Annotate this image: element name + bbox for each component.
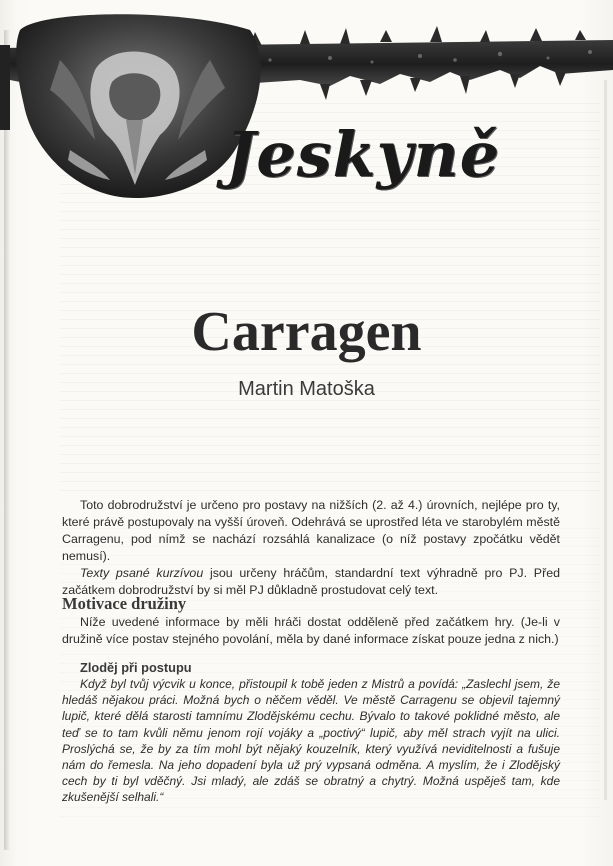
motivation-paragraph: Níže uvedené informace by měli hráči dostat odděleně před začátkem hry. (Je-li v družině více postav stejného povolání, měla by dané informace získat pouze jedna z nich.) <box>62 615 560 646</box>
thief-text <box>62 676 560 806</box>
thief-paragraph: Když byl tvůj výcvik u konce, přistoupil k tobě jeden z Mistrů a povídá: „Zaslechl jsem, že hledáš nějakou práci. Možná bych o něčem věděl. Ve městě Carragenu se objevil tajemný lupič, které dělá starosti tamnímu Zlodějskému cechu. Bývalo to takové poklidné město, ale teď se to tam kvůli němu jenom rojí vojáky a „poctivý“ lupič, aby měl strach vyjít na ulici. Proslýchá se, že by za tím mohl být nějaký kouzelník, který využívá neviditelnosti a fušuje nám do řemesla. Na jeho dopadení byla už prý vypsaná odměna. A myslím, že i Zlodějský cech by ti byl vděčný. Jsi mladý, ale zdáš se obratný a chytrý. Možná uspěješ tam, kde zkušenější selhali.“ <box>62 677 560 805</box>
motivation-text <box>62 614 560 648</box>
author-name: Martin Matoška <box>238 378 375 400</box>
adventure-title: Carragen <box>191 301 422 363</box>
intro-text <box>62 497 560 599</box>
subsection-heading-thief: Zloděj při postupu <box>80 660 192 675</box>
intro-paragraph-2-rest: jsou určeny hráčům, standardní text výhradně pro PJ. Před začátkem dobrodružství by si měl PJ důkladně prostudovat celý text. <box>62 566 560 597</box>
chapter-title: Jeskyně <box>226 118 501 191</box>
intro-paragraph-1: Toto dobrodružství je určeno pro postavy na nižších (2. až 4.) úrovních, nejlépe pro ty, které právě postupovaly na vyšší úroveň. Odehrává se uprostřed léta ve starobylém městě Carragenu, pod nímž se nachází rozsáhlá kanalizace (o níž postavy zpočátku vědět nemusí). <box>62 498 560 563</box>
section-heading-motivation: Motivace družiny <box>62 594 187 613</box>
italic-note: Texty psané kurzívou <box>80 566 204 580</box>
